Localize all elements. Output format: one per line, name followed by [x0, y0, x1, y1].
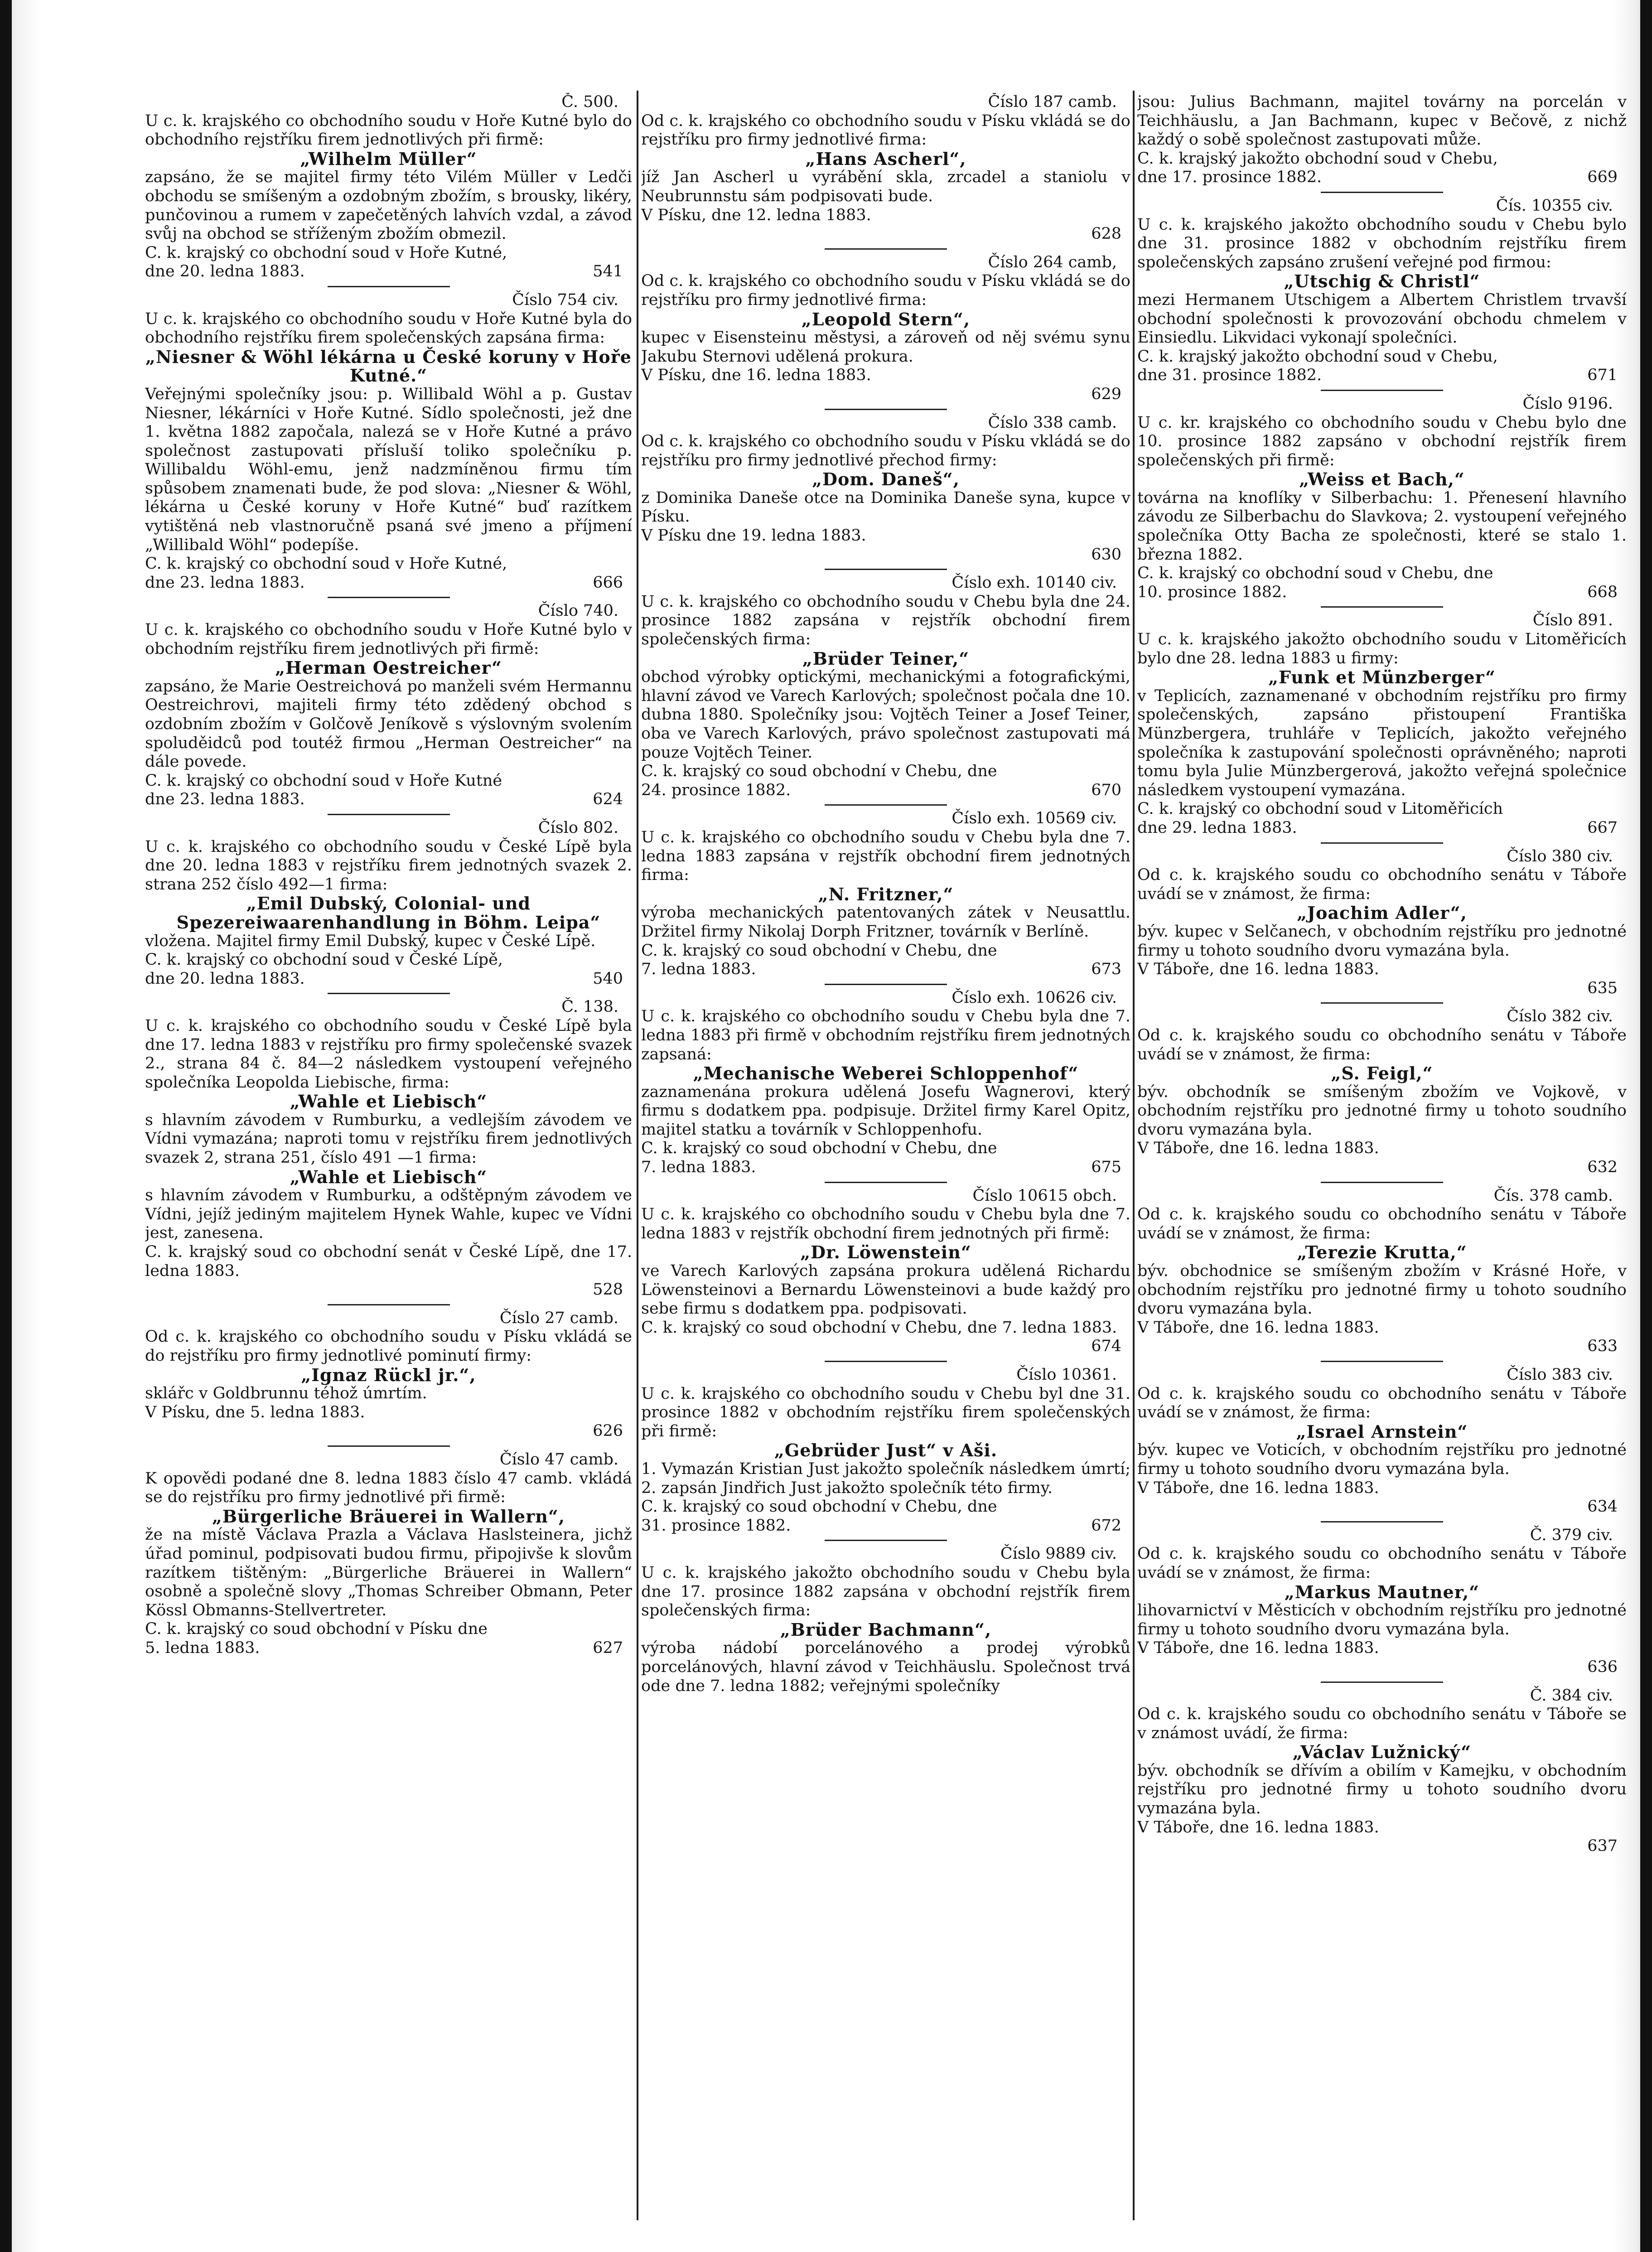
entry-intro: U c. k. krajského jakožto obchodního soudu v Litoměřicích bylo dne 28. ledna 1883 u firmy: [1137, 630, 1627, 667]
entry-intro: Od c. k. krajského soudu co obchodního senátu v Táboře uvádí se v známost, že firma: [1137, 1384, 1627, 1422]
entry-intro: U c. k. krajského co obchodního soudu v Chebu byla dne 7. ledna 1883 v rejstřík obchodní firem jednotných při firmě: [641, 1205, 1130, 1242]
column-1 [145, 93, 632, 2232]
entry-body: 1. Vymazán Kristian Just jakožto společník následkem úmrtí; 2. zapsán Jindřich Just jakožto společník této firmy. [641, 1459, 1130, 1497]
entry-intro: Od c. k. krajského co obchodního soudu v Písku vkládá se do rejstříku pro firmy jednotlivé pominutí firmy: [145, 1328, 632, 1365]
entry-number: Číslo 10615 obch. [972, 1186, 1117, 1205]
register-entry [641, 809, 1130, 979]
entry-body: býv. obchodník se dřívím a obilím v Kamejku, v obchodním rejstříku pro jednotné firmy u tohoto soudního dvoru vymazána byla. [1137, 1761, 1627, 1818]
entry-number: Číslo 47 camb. [499, 1450, 618, 1469]
entry-number: Číslo 380 civ. [1507, 847, 1613, 865]
firm-name: „Dr. Löwenstein“ [800, 1242, 971, 1263]
entry-date: dne 20. ledna 1883. [145, 262, 305, 281]
register-entry [145, 1309, 632, 1441]
register-entry [641, 93, 1130, 244]
court-line: C. k. krajský jakožto obchodní soud v Chebu, [1137, 149, 1498, 168]
entry-body: výroba nádobí porcelánového a prodej výrobků porcelánových, hlavní závod v Teichhäuslu. Společnost trvá ode dne 7. ledna 1882; veřejnými společníky [641, 1639, 1130, 1695]
entry-separator [328, 1304, 450, 1305]
firm-name: „Emil Dubský, Colonial- und Spezereiwaarenhandlung in Böhm. Leipa“ [176, 893, 601, 933]
court-line: C. k. krajský co soud obchodní v Chebu, dne 7. ledna 1883. [641, 1318, 1117, 1337]
reference-number: 674 [1091, 1337, 1121, 1356]
reference-number: 675 [1091, 1158, 1121, 1177]
entry-number: Č. 379 civ. [1530, 1526, 1613, 1544]
scan-edge-right [1640, 0, 1652, 2252]
entry-intro: Od c. k. krajského soudu co obchodního senátu v Táboře uvádí se v známost, že firma: [1137, 866, 1627, 903]
entry-date: 10. prosince 1882. [1137, 583, 1287, 601]
reference-number: 666 [593, 573, 623, 592]
entry-separator [328, 993, 450, 994]
entry-date: 7. ledna 1883. [641, 1158, 756, 1177]
entry-separator [328, 597, 450, 598]
entry-number: Číslo 740. [538, 602, 618, 620]
entry-body: jsou: Julius Bachmann, majitel továrny na porcelán v Teichhäuslu, a Jan Bachmann, kupec v Bečově, z nichž každý o sobě společnost zastupovati může. [1137, 93, 1627, 149]
entry-footer [1137, 583, 1627, 602]
entry-body: s hlavním závodem v Rumburku, a vedlejším závodem ve Vídni vymazána; naproti tomu v rejstříku firem jednotlivých svazek 2, strana 251, číslo 491 —1 firma: [145, 1111, 632, 1167]
firm-name: „Leopold Stern“, [801, 309, 971, 329]
entry-body: vložena. Majitel firmy Emil Dubský, kupec v České Lípě. [145, 932, 596, 950]
entry-number: Číslo 9196. [1522, 394, 1613, 413]
entry-footer [145, 262, 632, 281]
reference-number: 667 [1587, 818, 1618, 837]
register-entry [1137, 1687, 1627, 1856]
firm-name: „S. Feigl,“ [1331, 1063, 1433, 1084]
entry-number: Číslo exh. 10569 civ. [952, 809, 1117, 828]
entry-body: obchod výrobky optickými, mechanickými a fotografickými, hlavní závod ve Varech Karlových; společnost počala dne 10. dubna 1880. Společníky jsou: Vojtěch Teiner a Josef Teiner, oba ve Varech Karlových, právo společnost zastupovati má pouze Vojtěch Teiner. [641, 668, 1130, 762]
register-entry [145, 602, 632, 809]
reference-number: 668 [1587, 583, 1618, 601]
register-entry [641, 1187, 1130, 1356]
entry-body: býv. obchodnice se smíšeným zbožím v Krásné Hoře, v obchodním rejstříku pro jednotné firmy u tohoto soudního dvoru vymazána byla. [1137, 1262, 1627, 1318]
entry-intro: Od c. k. krajského co obchodního soudu v Písku vkládá se do rejstříku pro firmy jednotlivé přechod firmy: [641, 432, 1130, 469]
entry-footer [641, 781, 1130, 800]
entry-body: zapsáno, že se majitel firmy této Vilém Müller v Ledči obchodu se smíšeným a ozdobným zbožím, s brousky, likéry, punčovinou a rumem v zapečetěných lahvích vzdal, a závod svůj na obchod se stříženým zbožím obmezil. [145, 168, 632, 243]
entry-number: Číslo exh. 10626 civ. [952, 988, 1117, 1007]
entry-body: býv. obchodník se smíšeným zbožím ve Vojkově, v obchodním rejstříku pro jednotné firmy u tohoto soudního dvoru vymazána byla. [1137, 1083, 1627, 1139]
court-line: V Táboře, dne 16. ledna 1883. [1137, 1818, 1379, 1836]
column-rule [1133, 91, 1135, 2220]
entry-date: dne 17. prosince 1882. [1137, 168, 1322, 187]
register-entry [1137, 611, 1627, 837]
entry-number: Číslo 27 camb. [499, 1309, 618, 1327]
entry-intro: U c. k. krajského jakožto obchodního soudu v Chebu bylo dne 31. prosince 1882 v obchodním rejstříku firem společenských zapsáno zrušení veřejné pod firmou: [1137, 215, 1627, 271]
register-entry [145, 819, 632, 988]
entry-footer [1137, 979, 1627, 998]
reference-number: 628 [1091, 225, 1121, 243]
firm-name: „Markus Mautner,“ [1284, 1581, 1480, 1602]
entry-body: výroba mechanických patentovaných zátek v Neusattlu. Držitel firmy Nikolaj Dorph Fritzner, továrník v Berlíně. [641, 904, 1130, 941]
entry-number: Číslo 383 civ. [1507, 1366, 1613, 1384]
entry-intro: U c. k. krajského co obchodního soudu v Hoře Kutné bylo v obchodním rejstříku firem jednotlivých při firmě: [145, 621, 632, 658]
court-line: V Písku, dne 5. ledna 1883. [145, 1403, 365, 1421]
entry-number: Číslo 264 camb, [988, 253, 1117, 271]
entry-intro: U c. k. krajského co obchodního soudu v Chebu byla dne 7. ledna 1883 při firmě v obchodním rejstříku firem jednotných zapsaná: [641, 1007, 1130, 1063]
entry-date: 31. prosince 1882. [641, 1516, 791, 1535]
entry-body: jíž Jan Ascherl u vyrábění skla, zrcadel a staniolu v Neubrunnstu sám podpisovati bude. [641, 168, 1130, 205]
court-line: V Písku, dne 12. ledna 1883. [641, 206, 871, 224]
entry-separator [825, 1361, 947, 1362]
reference-number: 672 [1091, 1516, 1121, 1535]
entry-intro: Od c. k. krajského soudu co obchodního senátu v Táboře uvádí se v známost, že firma: [1137, 1205, 1627, 1242]
reference-number: 633 [1587, 1337, 1618, 1356]
entry-number: Číslo exh. 10140 civ. [952, 574, 1117, 592]
court-line: V Táboře, dne 16. ledna 1883. [1137, 1639, 1379, 1658]
firm-name: „Niesner & Wöhl lékárna u České koruny v Hoře Kutné.“ [145, 346, 632, 386]
entry-footer [145, 1281, 632, 1300]
entry-footer [145, 1639, 632, 1658]
column-3 [1137, 93, 1627, 2232]
entry-intro: U c. k. krajského co obchodního soudu v Chebu byla dne 7. ledna 1883 zapsána v rejstřík obchodní firem jednotných firma: [641, 828, 1130, 884]
reference-number: 627 [593, 1638, 623, 1657]
scan-edge-left [0, 0, 12, 2252]
reference-number: 630 [1091, 545, 1121, 564]
reference-number: 635 [1587, 979, 1618, 997]
entry-intro: U c. k. krajského co obchodního soudu v Chebu byla dne 24. prosince 1882 zapsána v rejstřík obchodní firem společenských firma: [641, 592, 1130, 649]
entry-number: Číslo 10361. [1016, 1366, 1117, 1384]
firm-name: „Terezie Krutta,“ [1297, 1242, 1467, 1263]
entry-date: dne 29. ledna 1883. [1137, 818, 1297, 837]
entry-separator [328, 286, 450, 287]
entry-number: Čís. 378 camb. [1493, 1186, 1613, 1205]
firm-name: „Dom. Daneš“, [812, 469, 960, 490]
entry-intro: Od c. k. krajského soudu co obchodního senátu v Táboře uvádí se v známost, že firma: [1137, 1026, 1627, 1063]
reference-number: 637 [1587, 1837, 1618, 1856]
court-line: C. k. krajský jakožto obchodní soud v Chebu, [1137, 347, 1498, 366]
reference-number: 528 [593, 1281, 623, 1299]
register-entry [641, 989, 1130, 1177]
firm-name: „Herman Oestreicher“ [275, 657, 502, 678]
reference-number: 669 [1587, 168, 1618, 187]
court-line: C. k. krajský co soud obchodní v Chebu, dne [641, 1498, 997, 1516]
entry-footer [1137, 1658, 1627, 1677]
register-entry [641, 1545, 1130, 1696]
register-entry [1137, 1526, 1627, 1677]
entry-intro: U c. k. krajského co obchodního soudu v České Lípě byla dne 17. ledna 1883 v rejstříku pro firmy společenské svazek 2., strana 84 č. 84—2 následkem vystoupení veřejného společníka Leopolda Liebische, firma: [145, 1016, 632, 1092]
firm-name: „Hans Ascherl“, [805, 148, 966, 169]
column-rule [637, 91, 638, 2220]
entry-body: býv. kupec v Selčanech, v obchodním rejstříku pro jednotné firmy u tohoto soudního dvoru vymazána byla. [1137, 922, 1627, 960]
entry-number: Č. 138. [561, 998, 618, 1016]
firm-name: „Funk et Münzberger“ [1268, 667, 1496, 688]
entry-body: Veřejnými společníky jsou: p. Willibald Wöhl a p. Gustav Niesner, lékárníci v Hoře Kutné. Sídlo společnosti, jež dne 1. května 1882 započala, nalezá se v Hoře Kutné a právo společnost zastupovati přísluší toliko společníku p. Willibaldu Wöhl-emu, jenž nadzmíněnou firmu tím spůsobem znamenati bude, že pod slova: „Niesner & Wöhl, lékárna u České koruny v Hoře Kutné“ buď razítkem vytištěná neb vlastnoručně psaná své jmeno a příjmení „Willibald Wöhl“ podepíše. [145, 385, 632, 554]
entry-intro: Od c. k. krajského co obchodního soudu v Písku vkládá se do rejstříku pro firmy jednotlivé firma: [641, 111, 1130, 149]
court-line: C. k. krajský co obchodní soud v České Lípě, [145, 951, 503, 969]
firm-name: „Israel Arnstein“ [1296, 1421, 1468, 1442]
entry-footer [1137, 1498, 1627, 1517]
reference-number: 671 [1587, 366, 1618, 385]
entry-date: dne 23. ledna 1883. [145, 573, 305, 592]
entry-footer [641, 1158, 1130, 1177]
entry-number: Číslo 891. [1532, 611, 1613, 630]
reference-number: 626 [593, 1422, 623, 1440]
entry-number: Č. 500. [561, 93, 618, 111]
entry-separator [825, 1540, 947, 1541]
reference-number: 634 [1587, 1498, 1618, 1516]
entry-separator [825, 569, 947, 570]
court-line: V Táboře, dne 16. ledna 1883. [1137, 960, 1379, 979]
court-line: C. k. krajský co obchodní soud v Hoře Kutné [145, 771, 502, 790]
entry-date: 24. prosince 1882. [641, 781, 791, 799]
firm-name: „Wilhelm Müller“ [300, 148, 477, 169]
entry-footer [641, 1337, 1130, 1356]
register-entry [1137, 1007, 1627, 1177]
entry-number: Číslo 802. [538, 818, 618, 837]
entry-separator [825, 409, 947, 410]
entry-intro: K opovědi podané dne 8. ledna 1883 číslo 47 camb. vkládá se do rejstříku pro firmy jednotlivé při firmě: [145, 1469, 632, 1507]
entry-footer [641, 225, 1130, 244]
register-entry [1137, 1187, 1627, 1356]
entry-intro: U c. k. krajského jakožto obchodního soudu v Chebu byla dne 17. prosince 1882 zapsána v obchodní rejstřík firem společenských firma: [641, 1563, 1130, 1620]
reference-number: 636 [1587, 1658, 1618, 1676]
firm-name: „Weiss et Bach,“ [1299, 469, 1465, 490]
entry-body: že na místě Václava Prazla a Václava Haslsteinera, jichž úřad pominul, podpisovati budou firmu, připojivše k slovům razítkem tištěným: „Bürgerliche Bräuerei in Wallern“ osobně a společně slovy „Thomas Schreiber Obmann, Peter Kössl Obmanns-Stellvertreter. [145, 1526, 632, 1619]
entry-footer [145, 790, 632, 809]
register-entry [641, 253, 1130, 404]
entry-footer [641, 385, 1130, 404]
entry-footer [1137, 819, 1627, 838]
firm-name: „Wahle et Liebisch“ [290, 1091, 488, 1112]
register-entry [145, 1450, 632, 1658]
court-line: C. k. krajský co soud obchodní v Chebu, dne [641, 1139, 997, 1158]
reference-number: 624 [593, 790, 623, 809]
entry-intro: U c. k. krajského co obchodního soudu v Hoře Kutné byla do obchodního rejstříku firem společenských zapsána firma: [145, 309, 632, 347]
entry-body: býv. kupec ve Voticích, v obchodním rejstříku pro jednotné firmy u tohoto soudního dvoru vymazána byla. [1137, 1441, 1627, 1478]
entry-footer [641, 1517, 1130, 1536]
reference-number: 541 [593, 262, 623, 281]
entry-date: dne 20. ledna 1883. [145, 969, 305, 988]
entry-date: dne 31. prosince 1882. [1137, 366, 1322, 385]
court-line: C. k. krajský co obchodní soud v Hoře Kutné, [145, 243, 507, 262]
court-line: V Táboře, dne 16. ledna 1883. [1137, 1318, 1379, 1337]
firm-name: „Brüder Bachmann“, [780, 1619, 992, 1640]
register-entry [641, 574, 1130, 800]
entry-separator [1321, 390, 1443, 391]
entry-intro: Od c. k. krajského soudu co obchodního senátu v Táboře se v známost uvádí, že firma: [1137, 1705, 1627, 1742]
court-line: C. k. krajský co obchodní soud v Litoměřicích [1137, 800, 1503, 818]
entry-separator [1321, 1002, 1443, 1004]
register-entry [641, 1366, 1130, 1535]
entry-number: Čís. 10355 civ. [1496, 196, 1613, 215]
entry-intro: U c. k. krajského co obchodního soudu v Chebu byl dne 31. prosince 1882 v obchodním rejstříku firem společenských při firmě: [641, 1384, 1130, 1440]
register-entry [145, 998, 632, 1300]
register-entry [1137, 1366, 1627, 1517]
entry-body: sklářc v Goldbrunnu téhož úmrtím. [145, 1384, 427, 1403]
firm-name: „N. Fritzner,“ [818, 884, 954, 904]
court-line: C. k. krajský co soud obchodní v Písku dne [145, 1620, 488, 1638]
court-line: V Táboře, dne 16. ledna 1883. [1137, 1479, 1379, 1497]
entry-date: dne 23. ledna 1883. [145, 790, 305, 809]
entry-separator [1321, 1361, 1443, 1362]
firm-name: „Ignaz Rückl jr.“, [301, 1364, 476, 1385]
register-entry [1137, 93, 1627, 187]
reference-number: 673 [1091, 960, 1121, 979]
firm-name: „Joachim Adler“, [1297, 903, 1467, 923]
entry-body: lihovarnictví v Městicích v obchodním rejstříku pro jednotné firmy u tohoto soudního dvoru vymazána byla. [1137, 1601, 1627, 1638]
entry-date: 5. ledna 1883. [145, 1638, 260, 1657]
entry-footer [1137, 1837, 1627, 1856]
entry-number: Číslo 754 civ. [512, 290, 618, 309]
entry-separator [328, 1445, 450, 1447]
register-entry [145, 93, 632, 281]
entry-body: mezi Hermanem Utschigem a Albertem Christlem trvavší obchodní společnosti k provozování obchodu chmelem v Einsiedlu. Likvidaci vykonají společníci. [1137, 290, 1627, 347]
entry-separator [1321, 1682, 1443, 1683]
entry-separator [1321, 192, 1443, 193]
entry-intro: U c. kr. krajského co obchodního soudu v Chebu bylo dne 10. prosince 1882 zapsáno v obchodní rejstřík firem společenských při firmě: [1137, 413, 1627, 469]
entry-intro: Od c. k. krajského co obchodního soudu v Písku vkládá se do rejstříku pro firmy jednotlivé firma: [641, 272, 1130, 309]
entry-body: z Dominika Daneše otce na Dominika Daneše syna, kupce v Písku. [641, 488, 1130, 526]
entry-footer [145, 1422, 632, 1441]
firm-name: „Gebrüder Just“ v Aši. [774, 1440, 998, 1461]
court-line: C. k. krajský soud co obchodní senát v České Lípě, dne 17. ledna 1883. [145, 1243, 632, 1280]
entry-separator [1321, 606, 1443, 608]
entry-footer [1137, 366, 1627, 385]
firm-name: „Wahle et Liebisch“ [290, 1166, 488, 1187]
entry-body: továrna na knoflíky v Silberbachu: 1. Přenesení hlavního závodu ze Silberbachu do Slavkova; 2. vystoupení veřejného společníka Otty Bacha ze společnosti, které se stalo 1. března 1882. [1137, 488, 1627, 564]
entry-footer [145, 574, 632, 593]
entry-body: v Teplicích, zaznamenané v obchodním rejstříku pro firmy společenských, zapsáno přistoupení Františka Münzbergera, truhláře v Teplicích, jakožto veřejného společníka k zastupování společnosti oprávněného; naproti tomu byla Julie Münzbergerová, jakožto veřejná společnice následkem vystoupení vymazána. [1137, 686, 1627, 799]
entry-number: Číslo 9889 civ. [1000, 1545, 1117, 1563]
reference-number: 629 [1091, 385, 1121, 403]
entry-intro: U c. k. krajského co obchodního soudu v České Lípě byla dne 20. ledna 1883 v rejstříku firem jednotných svazek 2. strana 252 číslo 492—1 firma: [145, 837, 632, 894]
entry-number: Č. 384 civ. [1530, 1686, 1613, 1705]
entry-footer [1137, 168, 1627, 187]
entry-footer [145, 970, 632, 989]
entry-separator [328, 814, 450, 815]
entry-separator [1321, 1521, 1443, 1522]
register-entry [1137, 197, 1627, 385]
entry-body: zapsáno, že Marie Oestreichová po manželi svém Hermannu Oestreichrovi, majiteli firmy této zdědený obchod s ozdobním zbožím v Golčově Jeníkově s výslovným svolením spoluděidců pod toutéž firmou „Herman Oestreicher“ na dále povede. [145, 677, 632, 771]
court-line: C. k. krajský co soud obchodní v Chebu, dne [641, 762, 997, 781]
court-line: V Táboře, dne 16. ledna 1883. [1137, 1139, 1379, 1158]
entry-number: Číslo 382 civ. [1507, 1007, 1613, 1026]
register-entry [641, 414, 1130, 565]
entry-separator [825, 804, 947, 806]
entry-intro: Od c. k. krajského soudu co obchodního senátu v Táboře uvádí se v známost, že firma: [1137, 1545, 1627, 1582]
entry-separator [825, 984, 947, 985]
firm-name: „Bürgerliche Bräuerei in Wallern“, [212, 1506, 565, 1527]
register-entry [145, 291, 632, 593]
entry-separator [825, 248, 947, 250]
entry-footer [641, 960, 1130, 979]
entry-number: Číslo 338 camb. [988, 413, 1117, 432]
reference-number: 540 [593, 969, 623, 988]
court-line: V Písku, dne 16. ledna 1883. [641, 366, 871, 385]
court-line: V Písku dne 19. ledna 1883. [641, 527, 866, 545]
entry-body: zaznamenána prokura udělená Josefu Wagnerovi, který firmu s dodatkem ppa. podpisuje. Držitel firmy Karel Opitz, majitel statku a továrník v Schloppenhofu. [641, 1083, 1130, 1139]
register-entry [1137, 395, 1627, 602]
entry-separator [1321, 842, 1443, 844]
entry-footer [641, 546, 1130, 565]
entry-body: kupec v Eisensteinu městysi, a zároveň od něj svému synu Jakubu Sternovi udělená prokura. [641, 329, 1130, 366]
court-line: C. k. krajský co obchodní soud v Hoře Kutné, [145, 555, 507, 573]
entry-footer [1137, 1158, 1627, 1177]
entry-number: Číslo 187 camb. [988, 93, 1117, 111]
reference-number: 670 [1091, 781, 1121, 799]
entry-intro: U c. k. krajského co obchodního soudu v Hoře Kutné bylo do obchodního rejstříku firem jednotlivých při firmě: [145, 111, 632, 149]
entry-separator [1321, 1182, 1443, 1183]
entry-separator [825, 1182, 947, 1183]
column-2 [641, 93, 1130, 2232]
firm-name: „Mechanische Weberei Schloppenhof“ [693, 1063, 1079, 1084]
entry-body: s hlavním závodem v Rumburku, a odštěpným závodem ve Vídni, jejíž jediným majitelem Hynek Wahle, kupec ve Vídni jest, zanesena. [145, 1186, 632, 1242]
register-entry [1137, 847, 1627, 998]
court-line: C. k. krajský co soud obchodní v Chebu, dne [641, 941, 997, 960]
entry-date: 7. ledna 1883. [641, 960, 756, 979]
firm-name: „Václav Lužnický“ [1292, 1742, 1472, 1763]
firm-name: „Utschig & Christl“ [1284, 271, 1480, 292]
entry-body: ve Varech Karlových zapsána prokura udělená Richardu Löwensteinovi a Bernardu Löwensteinovi a bude každý pro sebe firmu s dodatkem ppa. podpisovati. [641, 1262, 1130, 1318]
entry-footer [1137, 1337, 1627, 1356]
firm-name: „Brüder Teiner,“ [802, 648, 970, 669]
court-line: C. k. krajský co obchodní soud v Chebu, dne [1137, 564, 1493, 583]
reference-number: 632 [1587, 1158, 1618, 1177]
